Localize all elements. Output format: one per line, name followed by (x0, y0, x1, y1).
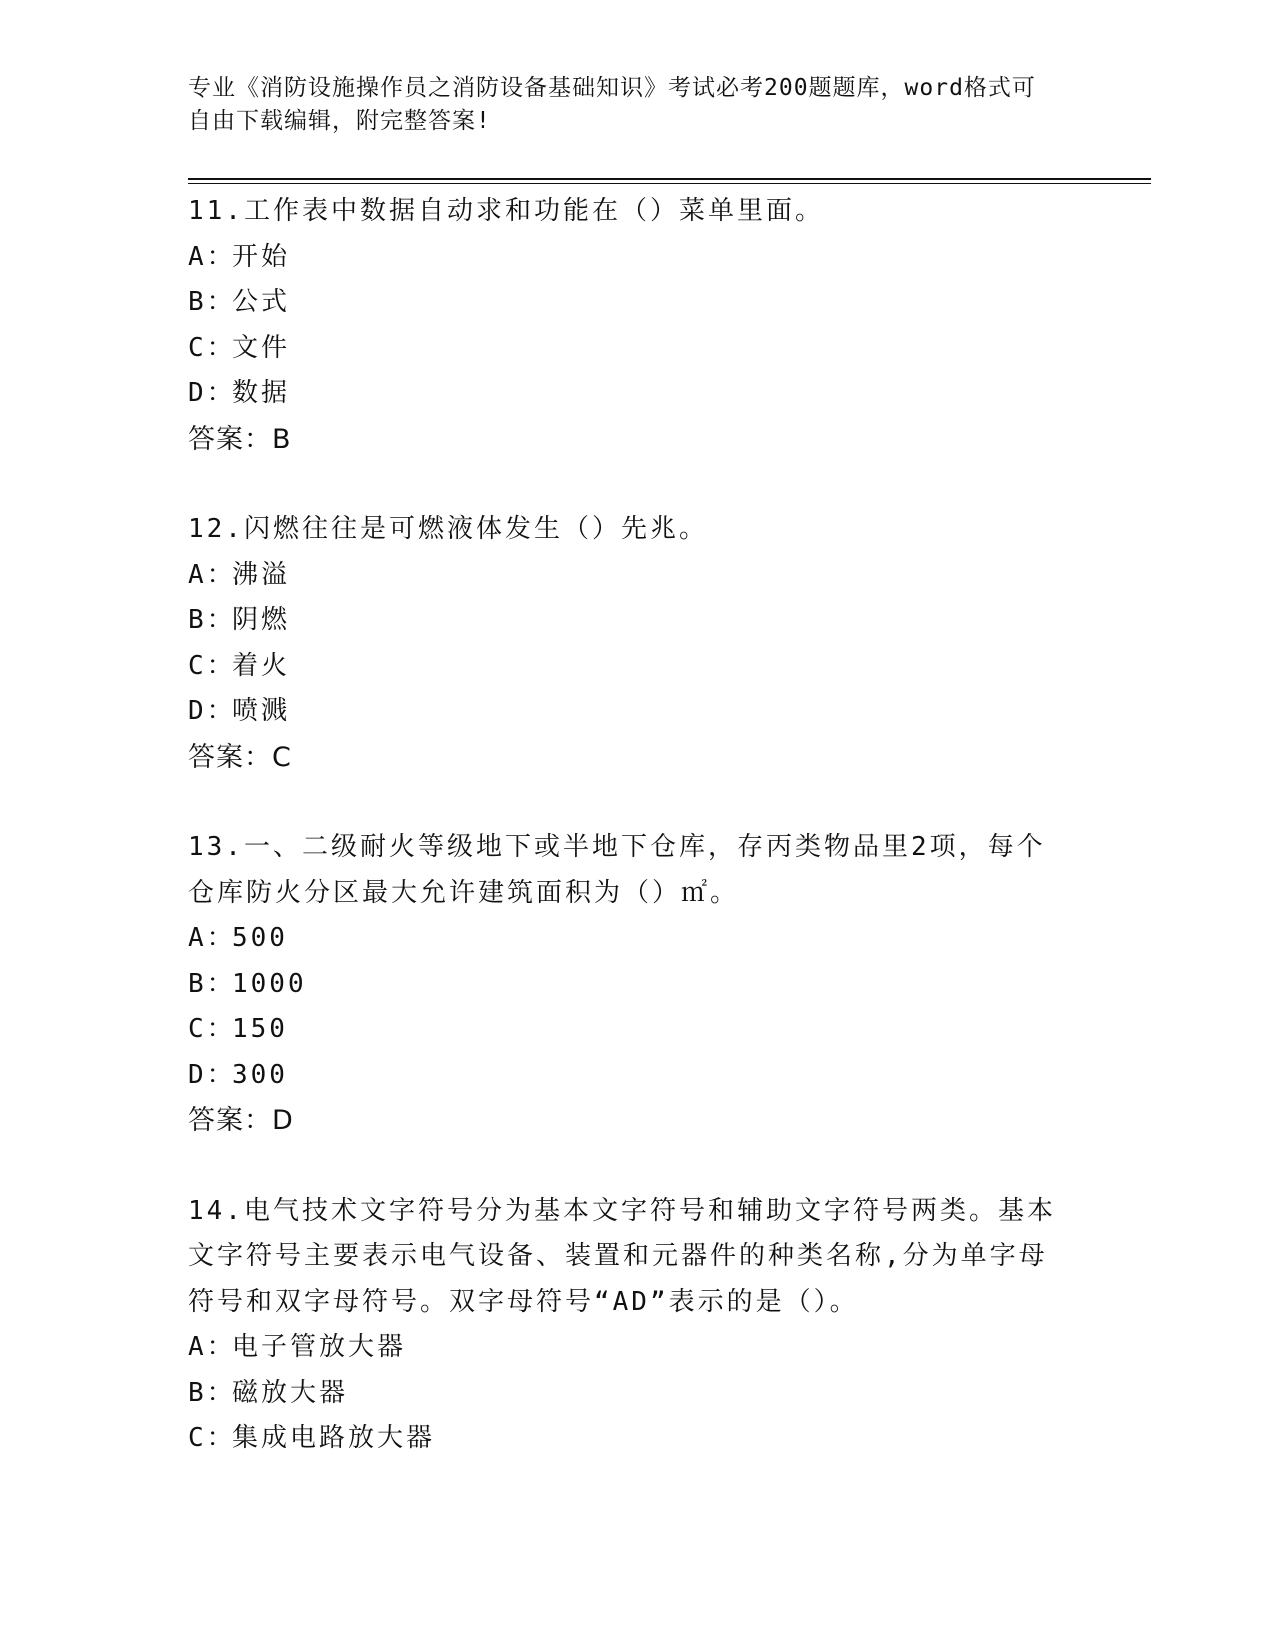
option-key: A： (188, 559, 236, 590)
option-d (188, 1053, 1068, 1099)
option-d (188, 371, 1068, 417)
option-a (188, 1325, 1068, 1371)
option-text: 公式 (232, 287, 291, 317)
header-divider-thick (188, 178, 1151, 180)
option-a (188, 553, 1068, 599)
option-text: 集成电路放大器 (232, 1423, 436, 1453)
option-key: B： (188, 968, 236, 999)
question-stem: 12.闪燃往往是可燃液体发生（）先兆。 (188, 514, 708, 544)
option-a (188, 916, 1068, 962)
question-13 (188, 825, 1068, 1144)
option-text: 数据 (232, 378, 291, 408)
option-text: 沸溢 (232, 559, 291, 590)
question-11 (188, 189, 1068, 462)
question-12 (188, 507, 1068, 780)
option-text: 电子管放大器 (232, 1332, 407, 1362)
option-b (188, 1371, 1068, 1417)
option-key: B： (188, 605, 236, 635)
option-key: B： (188, 287, 236, 317)
option-key: C： (188, 1014, 236, 1044)
question-list (188, 189, 1068, 1507)
option-text: 喷溅 (232, 696, 291, 726)
option-text: 阴燃 (232, 605, 291, 635)
header-divider-thin (188, 183, 1151, 184)
option-key: B： (188, 1377, 236, 1408)
option-d (188, 689, 1068, 735)
question-stem: 13.一、二级耐火等级地下或半地下仓库，存丙类物品里2项，每个仓库防火分区最大允许建筑面积为（）㎡。 (188, 832, 1046, 908)
option-key: A： (188, 923, 236, 953)
option-text: 500 (232, 923, 288, 953)
option-c (188, 1416, 1068, 1462)
question-stem: 14.电气技术文字符号分为基本文字符号和辅助文字符号两类。基本文字符号主要表示电气设备、装置和元器件的种类名称,分为单字母符号和双字母符号。双字母符号“AD”表示的是（）。 (188, 1195, 1056, 1317)
option-text: 文件 (232, 332, 291, 363)
question-stem: 11.工作表中数据自动求和功能在（）菜单里面。 (188, 196, 824, 226)
option-text: 着火 (232, 650, 291, 681)
option-b (188, 962, 1068, 1008)
option-key: C： (188, 650, 236, 681)
option-a (188, 235, 1068, 281)
option-c (188, 326, 1068, 372)
option-text: 300 (232, 1059, 288, 1090)
option-key: A： (188, 1332, 236, 1362)
option-key: D： (188, 1059, 236, 1090)
option-c (188, 644, 1068, 690)
answer-line: 答案：B (188, 423, 292, 455)
option-key: C： (188, 332, 236, 363)
question-14 (188, 1189, 1068, 1462)
document-header (188, 72, 1068, 138)
option-text: 开始 (232, 241, 291, 272)
answer-line: 答案：C (188, 741, 292, 773)
option-key: A： (188, 241, 236, 272)
option-key: D： (188, 378, 236, 408)
option-c (188, 1007, 1068, 1053)
option-text: 1000 (232, 968, 307, 999)
answer-line: 答案：D (188, 1105, 294, 1136)
option-text: 磁放大器 (232, 1377, 349, 1408)
header-line-1: 专业《消防设施操作员之消防设备基础知识》考试必考200题题库，word格式可 (188, 75, 1036, 101)
option-key: C： (188, 1423, 236, 1453)
option-b (188, 280, 1068, 326)
option-text: 150 (232, 1014, 288, 1044)
option-b (188, 598, 1068, 644)
option-key: D： (188, 696, 236, 726)
header-line-2: 自由下载编辑，附完整答案! (188, 108, 491, 134)
